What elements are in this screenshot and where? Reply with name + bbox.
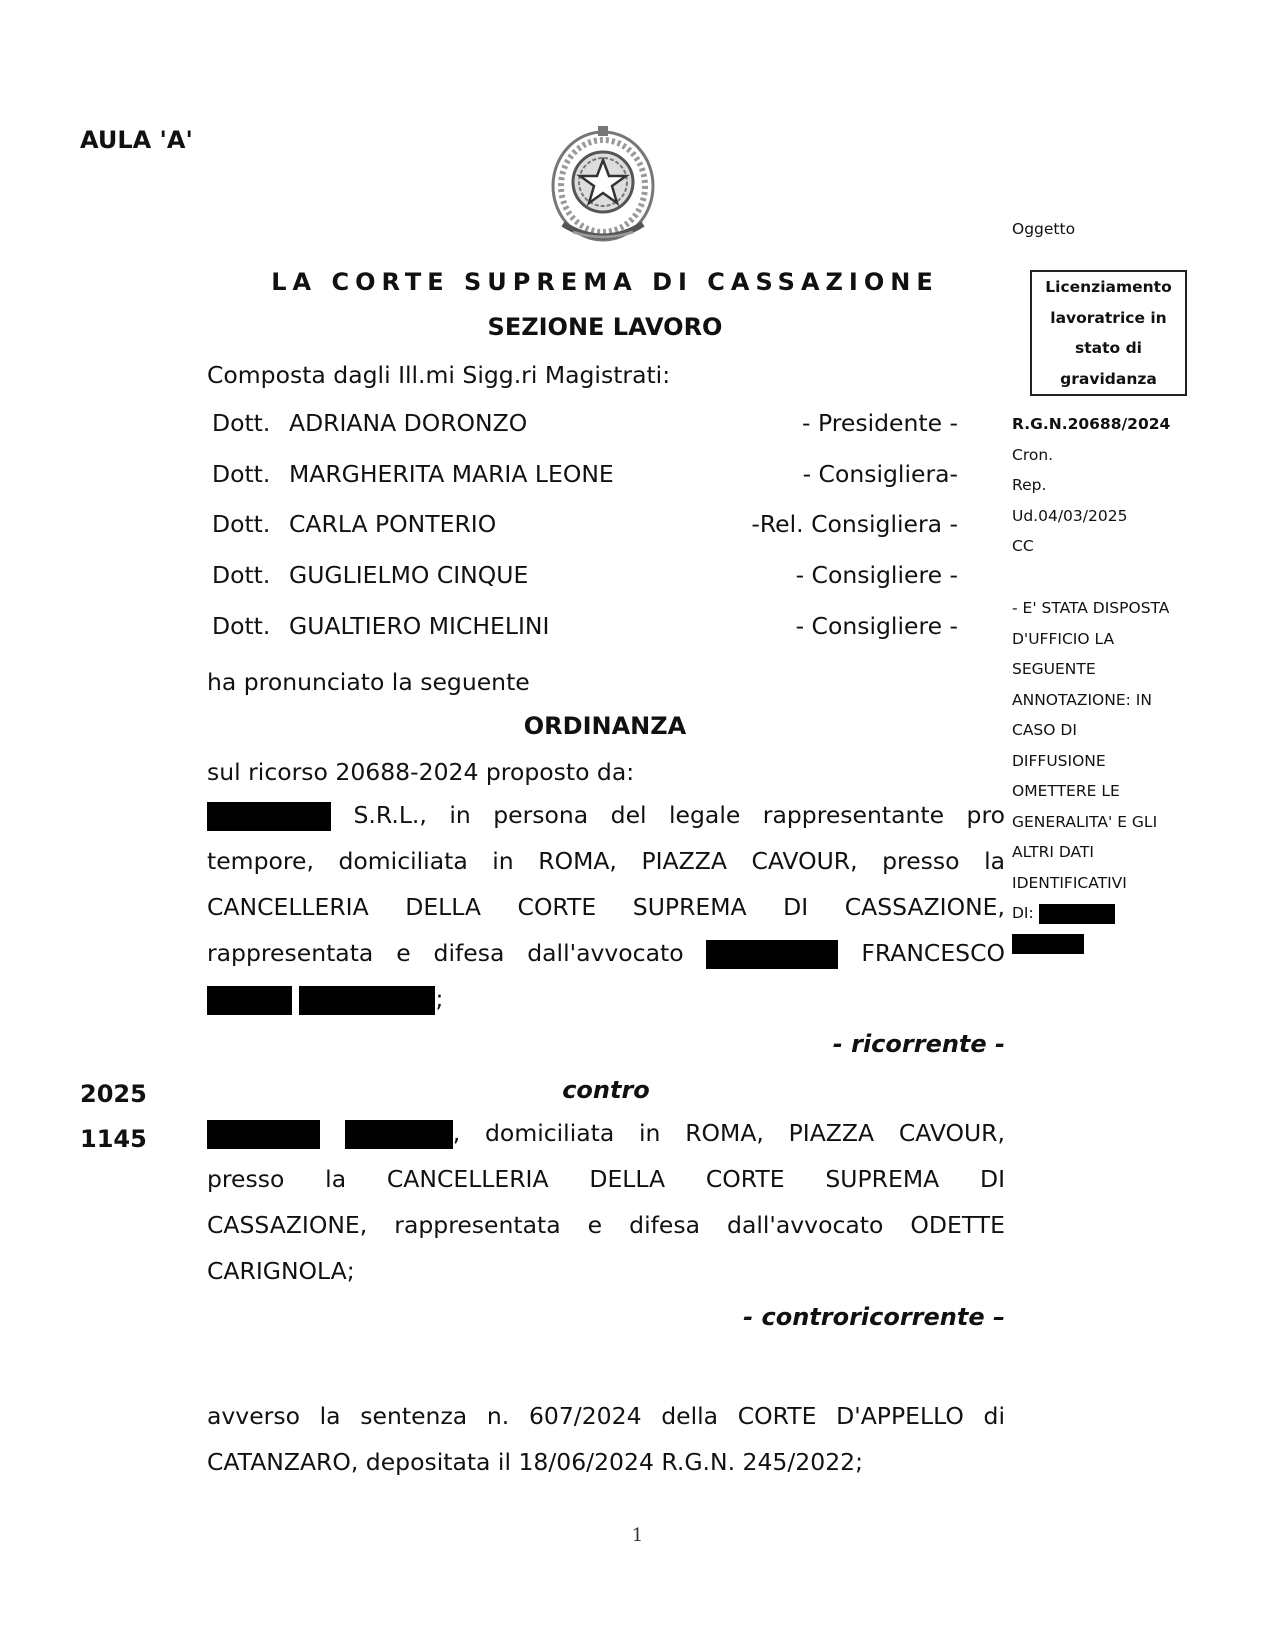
paragraph-line xyxy=(207,976,1005,1022)
ricorso-line: sul ricorso 20688-2024 proposto da: xyxy=(207,758,635,786)
judge-name: GUALTIERO MICHELINI xyxy=(289,612,550,640)
controricorrente-paragraph xyxy=(207,1110,1005,1294)
subject-line: lavoratrice in xyxy=(1050,308,1167,327)
subject-line: stato di xyxy=(1075,339,1142,357)
privacy-annotation xyxy=(1012,593,1169,959)
paragraph-text: rappresentata e difesa dall'avvocato xyxy=(207,939,684,967)
republic-emblem-icon xyxy=(543,124,663,254)
judge-name: CARLA PONTERIO xyxy=(289,510,497,538)
judge-role: - Consigliera- xyxy=(802,460,958,488)
cron-label: Cron. xyxy=(1012,445,1054,464)
judge-name: GUGLIELMO CINQUE xyxy=(289,561,529,589)
judge-role: - Consigliere - xyxy=(795,561,958,589)
annotation-line: D'UFFICIO LA xyxy=(1012,629,1115,648)
controricorrente-tag: - controricorrente – xyxy=(743,1303,1005,1331)
section-title: SEZIONE LAVORO xyxy=(487,313,723,341)
annotation-line: IDENTIFICATIVI xyxy=(1012,873,1127,892)
ricorrente-tag: - ricorrente - xyxy=(832,1030,1005,1058)
paragraph-text: , domiciliata in ROMA, PIAZZA CAVOUR, xyxy=(452,1119,1005,1147)
redaction-block xyxy=(706,940,838,969)
pronounced-text: ha pronunciato la seguente xyxy=(207,668,530,696)
annotation-text: DI: xyxy=(1012,904,1034,922)
judge-name: MARGHERITA MARIA LEONE xyxy=(289,460,614,488)
annotation-line xyxy=(1012,929,1169,960)
redaction-block xyxy=(345,1120,453,1149)
contro-heading: contro xyxy=(562,1076,650,1104)
annotation-line: ALTRI DATI xyxy=(1012,843,1094,861)
margin-number: 1145 xyxy=(80,1125,147,1153)
judge-row xyxy=(212,510,958,542)
judge-title: Dott. xyxy=(212,409,271,437)
annotation-line: ANNOTAZIONE: IN xyxy=(1012,690,1152,709)
judge-role: -Rel. Consigliera - xyxy=(751,510,958,538)
judge-title: Dott. xyxy=(212,460,271,488)
paragraph-line xyxy=(207,792,1005,838)
judge-row xyxy=(212,460,958,492)
court-title: LA CORTE SUPREMA DI CASSAZIONE xyxy=(271,268,939,296)
judge-row xyxy=(212,409,958,441)
rep-label: Rep. xyxy=(1012,476,1047,494)
rgn-number: R.G.N.20688/2024 xyxy=(1012,415,1171,433)
redaction-block xyxy=(1039,904,1115,924)
cc-label: CC xyxy=(1012,537,1034,555)
avverso-paragraph xyxy=(207,1393,1005,1485)
paragraph-text: S.R.L., in persona del legale rappresentante pro xyxy=(353,801,1005,829)
paragraph-line xyxy=(207,930,1005,976)
paragraph-line xyxy=(207,1110,1005,1156)
redaction-block xyxy=(207,986,292,1015)
paragraph-line: avverso la sentenza n. 607/2024 della CORTE D'APPELLO di xyxy=(207,1402,1005,1430)
annotation-line: - E' STATA DISPOSTA xyxy=(1012,599,1170,617)
annotation-line: GENERALITA' E GLI xyxy=(1012,812,1158,831)
hearing-date: Ud.04/03/2025 xyxy=(1012,506,1128,525)
subject-line: gravidanza xyxy=(1060,369,1157,388)
paragraph-text: FRANCESCO xyxy=(861,939,1005,967)
redaction-block xyxy=(207,1120,320,1149)
ordinanza-heading: ORDINANZA xyxy=(523,712,687,740)
judge-name: ADRIANA DORONZO xyxy=(289,409,528,437)
subject-line: Licenziamento xyxy=(1045,278,1172,296)
judge-title: Dott. xyxy=(212,510,271,538)
annotation-line: CASO DI xyxy=(1012,721,1077,739)
annotation-line: SEGUENTE xyxy=(1012,660,1096,678)
redaction-block xyxy=(299,986,435,1015)
annotation-line xyxy=(1012,898,1169,929)
paragraph-line: tempore, domiciliata in ROMA, PIAZZA CAVOUR, presso la xyxy=(207,847,1005,875)
judge-role: - Consigliere - xyxy=(795,612,958,640)
paragraph-line: CATANZARO, depositata il 18/06/2024 R.G.N. 245/2022; xyxy=(207,1448,864,1476)
paragraph-line: CANCELLERIA DELLA CORTE SUPREMA DI CASSAZIONE, xyxy=(207,893,1005,921)
judge-title: Dott. xyxy=(212,612,271,640)
judge-title: Dott. xyxy=(212,561,271,589)
annotation-line: DIFFUSIONE xyxy=(1012,751,1106,770)
paragraph-line: presso la CANCELLERIA DELLA CORTE SUPREMA DI xyxy=(207,1165,1005,1193)
subject-box xyxy=(1030,270,1187,396)
page-number: 1 xyxy=(631,1525,644,1546)
judge-row xyxy=(212,612,958,644)
paragraph-line: CASSAZIONE, rappresentata e difesa dall'avvocato ODETTE xyxy=(207,1211,1005,1239)
redaction-block xyxy=(207,802,331,831)
case-info xyxy=(1012,409,1170,562)
composition-intro: Composta dagli Ill.mi Sigg.ri Magistrati: xyxy=(207,361,671,389)
paragraph-line: CARIGNOLA; xyxy=(207,1257,355,1285)
ricorrente-paragraph xyxy=(207,792,1005,1022)
judge-row xyxy=(212,561,958,593)
redaction-block xyxy=(1012,934,1084,954)
judge-role: - Presidente - xyxy=(802,409,958,437)
aula-label: AULA 'A' xyxy=(80,126,193,154)
oggetto-label: Oggetto xyxy=(1012,220,1076,238)
paragraph-text: ; xyxy=(435,985,444,1013)
annotation-line: OMETTERE LE xyxy=(1012,782,1120,800)
margin-year: 2025 xyxy=(80,1080,147,1108)
